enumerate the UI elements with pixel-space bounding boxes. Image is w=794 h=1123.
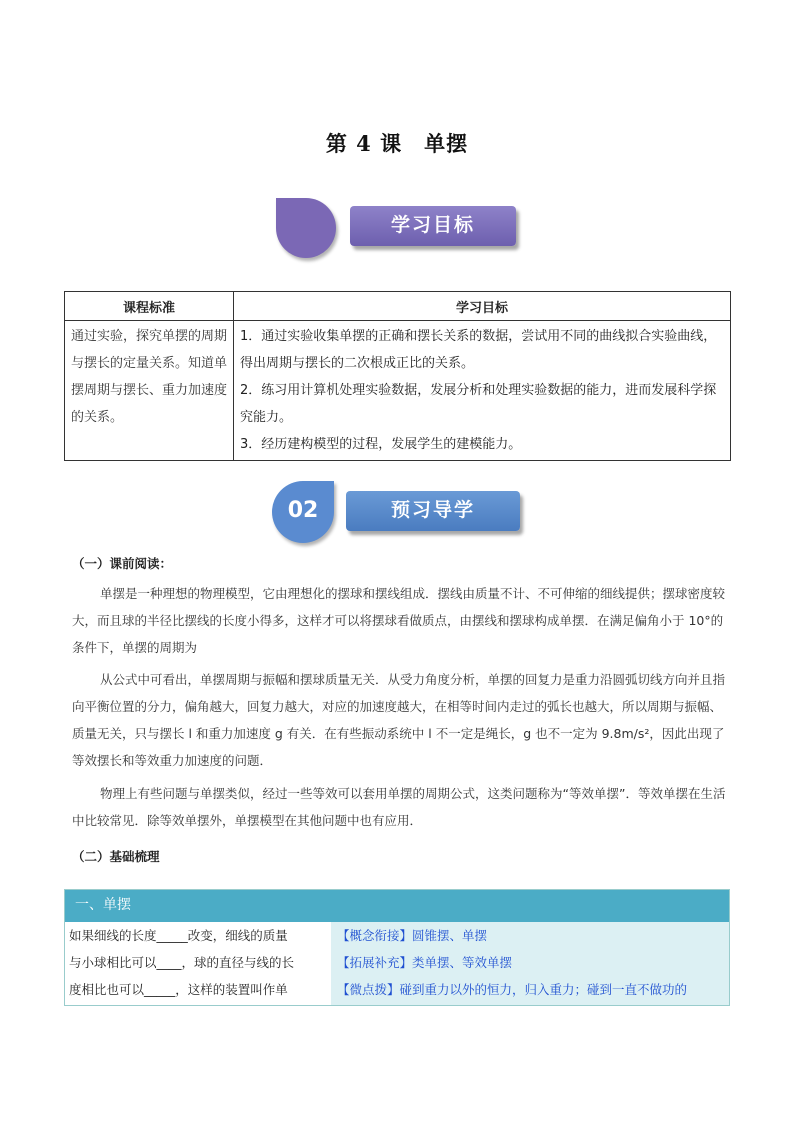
goal-item: 1．通过实验收集单摆的正确和摆长关系的数据，尝试用不同的曲线拟合实验曲线，得出周期与摆长的二次根成正比的关系。 xyxy=(240,329,717,371)
basics-table xyxy=(64,889,730,1006)
paragraph-equivalent-pendulum xyxy=(72,780,726,834)
note-tag: 【拓展补充】 xyxy=(337,955,413,970)
header-learning-goals: 学习目标 xyxy=(234,292,731,321)
banner-preview-guide: 预习导学 xyxy=(346,491,520,531)
banner-circle-decoration xyxy=(276,198,336,258)
paragraph-text: 单摆是一种理想的物理模型，它由理想化的摆球和摆线组成．摆线由质量不计、不可伸缩的细线提供；摆球密度较大，而且球的半径比摆线的长度小得多，这样才可以将摆球看做质点，由摆线和摆球构成单摆．在满足偏角小于 10°的条件下，单摆的周期为 xyxy=(72,586,726,655)
paragraph-pendulum-model xyxy=(72,580,726,661)
header-course-standard: 课程标准 xyxy=(65,292,234,321)
objectives-table xyxy=(64,291,731,461)
goal-item: 2．练习用计算机处理实验数据，发展分析和处理实验数据的能力，进而发展科学探究能力。 xyxy=(240,383,717,425)
section-heading-basics: （二）基础梳理 xyxy=(72,849,160,864)
note-tag: 【概念衔接】 xyxy=(337,928,413,943)
fill-line: 如果细线的长度_____改变，细线的质量 xyxy=(69,928,288,943)
note-line xyxy=(337,949,729,976)
page-title: 第 4 课 单摆 xyxy=(325,131,469,156)
paragraph-text: 物理上有些问题与单摆类似，经过一些等效可以套用单摆的周期公式，这类问题称为“等效单摆”．等效单摆在生活中比较常见．除等效单摆外，单摆模型在其他问题中也有应用． xyxy=(72,786,726,828)
note-text: 碰到重力以外的恒力，归入重力；碰到一直不做功的 xyxy=(399,982,688,997)
course-standard-cell: 通过实验，探究单摆的周期与摆长的定量关系。知道单摆周期与摆长、重力加速度的关系。 xyxy=(65,321,234,461)
banner-learning-goals: 学习目标 xyxy=(350,206,516,246)
learning-goals-cell xyxy=(234,321,731,461)
fill-line: 与小球相比可以____，球的直径与线的长 xyxy=(69,955,295,970)
note-line xyxy=(337,976,729,1003)
note-tag: 【微点拨】 xyxy=(337,982,400,997)
section-heading-prereading: （一）课前阅读： xyxy=(72,556,173,571)
basics-fill-in-text xyxy=(65,922,331,1005)
note-text: 类单摆、等效单摆 xyxy=(412,955,513,970)
fill-line: 度相比也可以_____，这样的装置叫作单 xyxy=(69,982,288,997)
goal-item: 3．经历建构模型的过程，发展学生的建模能力。 xyxy=(240,437,522,452)
note-text: 圆锥摆、单摆 xyxy=(412,928,488,943)
basics-table-header xyxy=(65,890,729,922)
paragraph-text: 从公式中可看出，单摆周期与振幅和摆球质量无关．从受力角度分析，单摆的回复力是重力沿圆弧切线方向并且指向平衡位置的分力，偏角越大，回复力越大，对应的加速度越大，在相等时间内走过的弧长也越大，所以周期与振幅、质量无关，只与摆长 l 和重力加速度 g 有关．在有些振动系统中 l 不一定是绳长，g 也不一定为 9.8m/s²，因此出现了等效摆长和等效重力加速度的问题． xyxy=(72,672,726,768)
basics-notes xyxy=(331,922,729,1005)
basics-table-title: 一、单摆 xyxy=(75,897,131,913)
banner-number-badge: 02 xyxy=(272,481,334,543)
paragraph-period-analysis xyxy=(72,666,726,774)
note-line xyxy=(337,922,729,949)
